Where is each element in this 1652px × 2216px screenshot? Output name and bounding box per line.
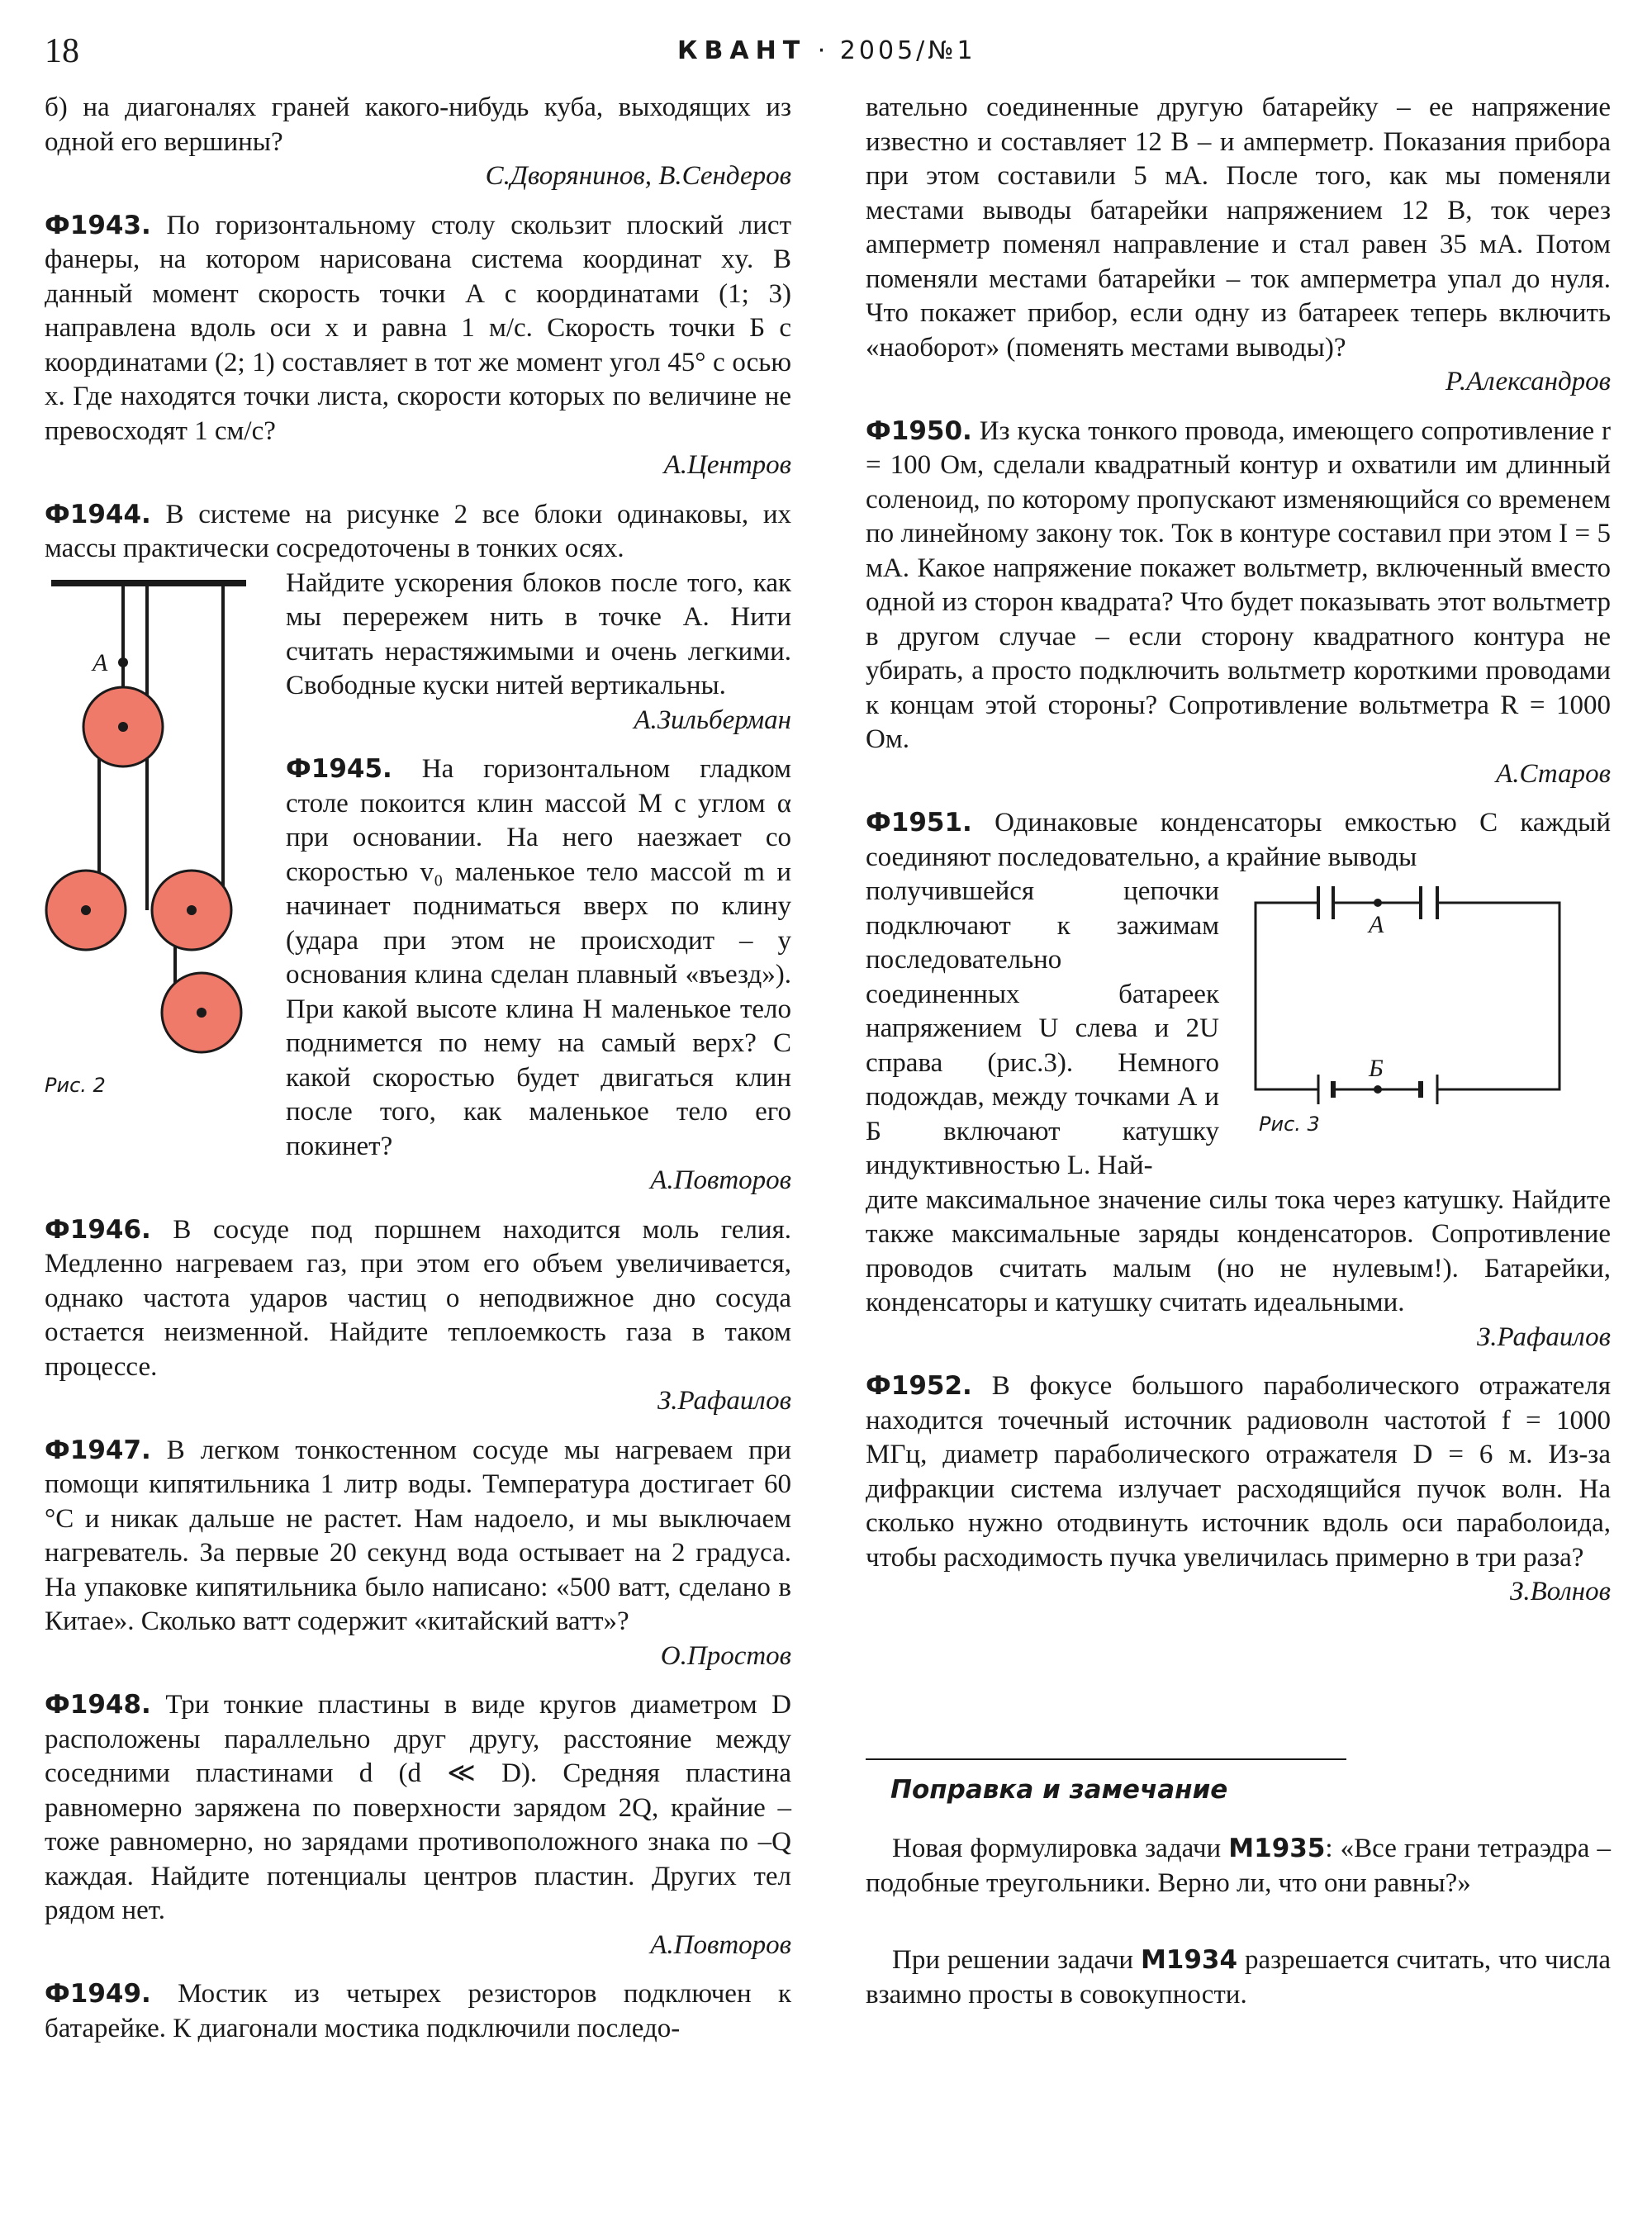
figure2-side-text: [286, 567, 791, 1165]
figure-caption: Рис. 3: [1259, 1113, 1320, 1136]
problem-f1949: [45, 1977, 791, 2046]
notice-text: : «Все грани тетраэдра – подобные треугольники. Верно ли, что они равны?»: [866, 1834, 1612, 1898]
problem-author: А.Повторов: [650, 1165, 791, 1195]
problem-author: З.Рафаилов: [1476, 1322, 1611, 1352]
problem-text: Из куска тонкого провода, имеющего сопротивление r = 100 Ом, сделали квадратный контур и охватили им длинный соленоид, по которому пропускают изменяющийся со временем по линейному закону ток. Ток в контуре составил при этом I = 5 мА. Какое напряжение покажет вольтметр, включенный вместо одной из сторон квадрата? Что будет показывать этот вольтметр в другом случае – если сторону квадратного контура не убирать, а просто подключить вольтметр короткими проводами к концам этой стороны? Сопротивление вольтметра R = 1000 Ом.: [866, 415, 1612, 754]
point-a: [118, 657, 128, 667]
pulley-diagram: [45, 567, 286, 1107]
wire-left: [1256, 903, 1318, 1089]
axle: [81, 905, 91, 915]
notice-text: Новая формулировка задачи: [892, 1834, 1222, 1863]
problem-f1945: [286, 752, 791, 1164]
figure3-side-text: [866, 875, 1219, 1184]
problem-id: Ф1943.: [45, 210, 151, 240]
node-a: [1374, 899, 1382, 907]
intro-author: С.Дворянинов, В.Сендеров: [485, 161, 791, 191]
intro-text: б) на диагоналях граней какого-нибудь куба, выходящих из одной его вершины?: [45, 93, 791, 157]
problem-id: Ф1945.: [286, 754, 392, 784]
problem-text: В легком тонкостенном сосуде мы нагреваем при помощи кипятильника 1 литр воды. Температура достигает 60 °С и никак дальше не растет. Нам надоело, и мы выключаем нагреватель. За первые 20 секунд вода остывает на 2 градуса. На упаковке кипятильника было написано: «500 ватт, сделано в Китае». Сколько ватт содержит «китайский ватт»?: [45, 1435, 791, 1636]
problem-text: В сосуде под поршнем находится моль гелия. Медленно нагреваем газ, при этом его объем увеличивается, однако частота ударов частиц о неподвижное дно сосуда остается неизменной. Найдите теплоемкость газа в таком процессе.: [45, 1214, 792, 1382]
label-b: Б: [1369, 1055, 1384, 1082]
problem-author: А.Старов: [1496, 758, 1611, 789]
notice-text: разрешается считать, что числа взаимно просты в совокупности.: [866, 1945, 1612, 2010]
notice-problem-id: М1935: [1228, 1834, 1326, 1863]
problem-author: А.Центров: [663, 450, 791, 480]
problem-id: Ф1944.: [45, 499, 151, 529]
problem-f1947: [45, 1434, 791, 1639]
label-a: А: [1369, 911, 1384, 938]
problem-text: На горизонтальном гладком столе покоится клин массой M с углом α при основании. На него наезжает со скоростью v₀ маленькое тело массой m и начинает подниматься вверх по клину (удара при этом не происходит – у основания клина сделан плавный «въезд»). При какой высоте клина H маленькое тело поднимется по нему на самый верх? С какой скоростью будет двигаться клин после того, как маленькое тело его покинет?: [286, 754, 791, 1161]
problem-id: Ф1950.: [866, 415, 972, 446]
label-a: А: [93, 648, 108, 676]
problem-id: Ф1952.: [866, 1371, 972, 1401]
problem-author: З.Рафаилов: [657, 1386, 791, 1416]
notice-divider: [866, 1758, 1346, 1760]
notice-text: При решении задачи: [892, 1945, 1134, 1975]
circuit-diagram: [1219, 886, 1611, 1134]
problem-f1951: [866, 806, 1611, 875]
problem-author: З.Волнов: [1509, 1577, 1611, 1606]
problem-author: А.Повторов: [650, 1929, 791, 1960]
problem-text: получившейся цепочки подключают к зажимам последовательно соединенных батареек напряжением U слева и 2U справа (рис.3). Немного подождав, между точками А и Б включают катушку индуктивностью L. Най-: [866, 876, 1219, 1180]
problem-text: вательно соединенные другую батарейку – ее напряжение известно и составляет 12 В – и амперметр. Показания прибора при этом составили 5 мА. После того, как мы поменяли местами выводы батарейки напряжением 12 В, ток через амперметр поменял направление и стал равен 35 мА. Потом поменяли местами батарейки – ток амперметра упал до нуля. Что покажет прибор, если одну из батареек теперь включить «наоборот» (поменять местами выводы)?: [866, 93, 1611, 363]
problem-f1950: [866, 415, 1611, 757]
problem-id: Ф1946.: [45, 1214, 151, 1245]
notice-paragraph-1: [866, 1832, 1611, 1900]
problem-author: Р.Александров: [1446, 367, 1611, 396]
notice-problem-id: М1934: [1140, 1945, 1238, 1975]
problem-text: Найдите ускорения блоков после того, как мы перережем нить в точке А. Нити считать нерастяжимыми и очень легкими. Свободные куски нитей вертикальны.: [286, 567, 791, 700]
journal-header: [677, 36, 976, 65]
figure-3: [1219, 875, 1611, 1149]
figure-2: [45, 567, 286, 1107]
problem-f1946: [45, 1213, 791, 1385]
axle: [187, 905, 197, 915]
problem-text: Одинаковые конденсаторы емкостью C каждый соединяют последовательно, а крайние выводы: [866, 808, 1611, 872]
problem-id: Ф1947.: [45, 1435, 151, 1465]
problem-text: Три тонкие пластины в виде кругов диаметром D расположены параллельно друг другу, расстояние между соседними пластинами d (d ≪ D). Средняя пластина равномерно заряжена по поверхности зарядом 2Q, крайние – тоже равномерно, но зарядами противоположного знака по –Q каждая. Найдите потенциалы центров пластин. Других тел рядом нет.: [45, 1690, 791, 1925]
node-b: [1374, 1085, 1382, 1094]
journal-name: КВАНТ: [677, 36, 807, 65]
figure-caption: Рис. 2: [45, 1073, 106, 1097]
problem-f1943: [45, 209, 791, 449]
page-number: 18: [45, 32, 79, 70]
problem-author: А.Зильберман: [634, 705, 791, 735]
axle: [197, 1008, 206, 1018]
problem-f1948: [45, 1688, 791, 1929]
figure2-block: [45, 567, 791, 1165]
problem-f1944: [45, 498, 791, 567]
notice-title: Поправка и замечание: [890, 1774, 1228, 1805]
problem-text: В системе на рисунке 2 все блоки одинаковы, их массы практически сосредоточены в тонких осях.: [45, 499, 791, 563]
left-column: [45, 91, 791, 2046]
ceiling: [51, 580, 246, 586]
problem-text: дите максимальное значение силы тока через катушку. Найдите также максимальные заряды конденсаторов. Сопротивление проводов считать малым (но не нулевым!). Батарейки, конденсаторы и катушку считать идеальными.: [866, 1184, 1611, 1317]
problem-id: Ф1951.: [866, 808, 972, 838]
problem-author: О.Простов: [660, 1640, 791, 1671]
wire-right: [1437, 903, 1559, 1089]
journal-issue: · 2005/№1: [817, 36, 976, 65]
problem-id: Ф1948.: [45, 1690, 151, 1720]
problem-text: В фокусе большого параболического отражателя находится точечный источник радиоволн частотой f = 1000 МГц, диаметр параболического отражателя D = 6 м. Из-за дифракции система излучает расходящийся пучок волн. На сколько нужно отодвинуть источник вдоль оси параболоида, чтобы расходимость пучка увеличилась примерно в три раза?: [866, 1371, 1612, 1573]
right-column: [866, 91, 1611, 2012]
problem-id: Ф1949.: [45, 1979, 151, 2009]
figure3-block: [866, 875, 1611, 1184]
axle: [118, 722, 128, 732]
problem-f1952: [866, 1369, 1611, 1575]
notice-paragraph-2: [866, 1943, 1611, 2012]
problem-text: Мостик из четырех резисторов подключен к батарейке. К диагонали мостика подключили последо-: [45, 1979, 791, 2043]
problem-text: По горизонтальному столу скользит плоский лист фанеры, на котором нарисована система координат xy. В данный момент скорость точки А с координатами (1; 3) направлена вдоль оси x и равна 1 м/с. Скорость точки Б с координатами (2; 1) составляет в тот же момент угол 45° с осью x. Где находятся точки листа, скорости которых по величине не превосходят 1 см/с?: [45, 210, 792, 446]
